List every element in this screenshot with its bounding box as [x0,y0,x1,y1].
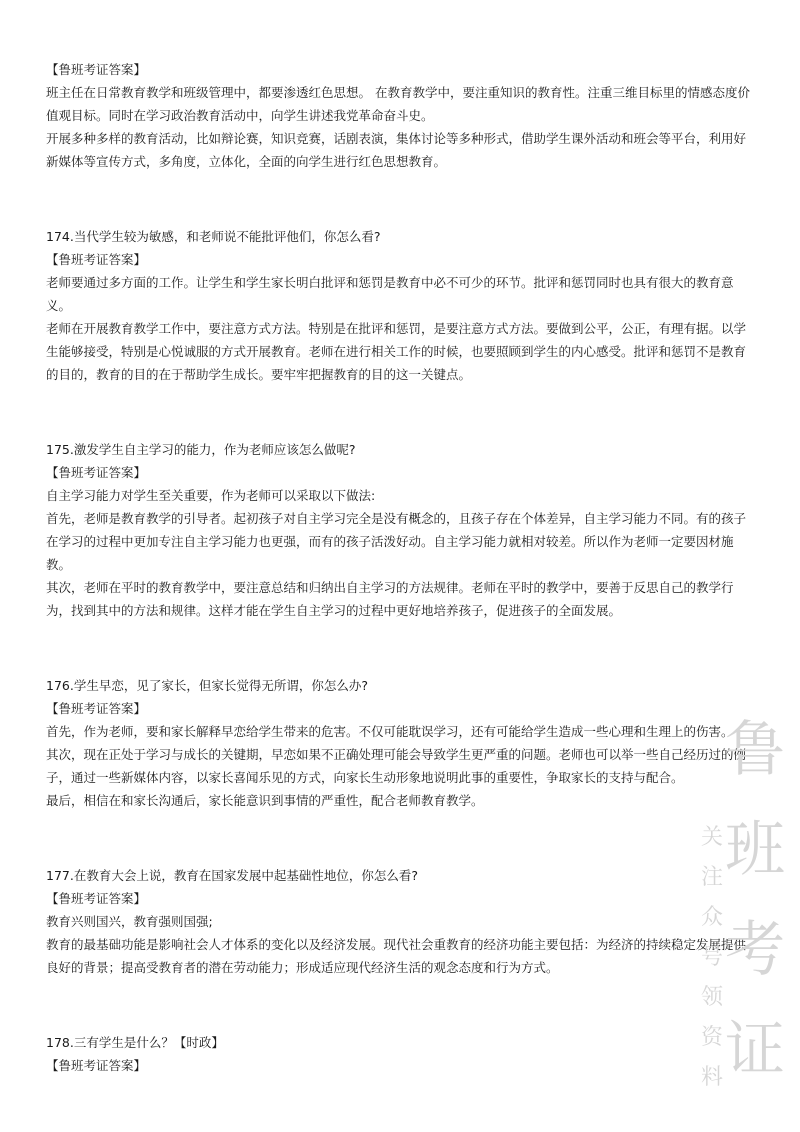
watermark-char: 资 [700,1025,723,1050]
question-text: 175.激发学生自主学习的能力，作为老师应该怎么做呢? [46,442,356,457]
watermark-char: 证 [725,1015,785,1085]
watermark-char: 注 [700,865,723,890]
answer-paragraph: 首先，老师是教育教学的引导者。起初孩子对自主学习完全是没有概念的，且孩子存在个体差异，自主学习能力不同。有的孩子在学习的过程中更加专注自主学习能力也更强，而有的孩子活泼好动。自主学习能力就相对较差。所以作为老师一定要因材施教。 [46,511,747,572]
answer-label: 【鲁班考证答案】 [46,1058,147,1073]
section-gap [46,173,758,225]
section-gap [46,386,758,438]
question-text: 177.在教育大会上说，教育在国家发展中起基础性地位，你怎么看? [46,868,418,883]
watermark-char: 号 [700,945,723,970]
watermark-char: 料 [700,1065,723,1090]
watermark-char: 众 [700,905,723,930]
answer-label: 【鲁班考证答案】 [46,701,147,716]
answer-paragraph: 班主任在日常教育教学和班级管理中，都要渗透红色思想。 在教育教学中，要注重知识的教育性。注重三维目标里的情感态度价值观目标。同时在学习政治教育活动中，向学生讲述我党革命奋斗史。 [46,85,750,123]
document-body [46,58,758,1077]
question-text: 176.学生早恋，见了家长，但家长觉得无所谓，你怎么办? [46,678,368,693]
watermark-char: 关 [700,825,723,850]
answer-paragraph: 老师要通过多方面的工作。让学生和学生家长明白批评和惩罚是教育中必不可少的环节。批评和惩罚同时也具有很大的教育意义。 [46,275,734,313]
qa-section [46,58,758,173]
answer-label: 【鲁班考证答案】 [46,891,147,906]
answer-paragraph: 教育的最基础功能是影响社会人才体系的变化以及经济发展。现代社会重教育的经济功能主要包括：为经济的持续稳定发展提供良好的背景；提高受教育者的潜在劳动能力；形成适应现代经济生活的观念态度和行为方式。 [46,937,747,975]
answer-paragraph: 教育兴则国兴，教育强则国强; [46,914,213,929]
qa-section [46,674,758,812]
answer-paragraph: 其次，现在正处于学习与成长的关键期，早恋如果不正确处理可能会导致学生更严重的问题。老师也可以举一些自己经历过的例子，通过一些新媒体内容，以家长喜闻乐见的方式，向家长生动形象地说明此事的重要性，争取家长的支持与配合。 [46,747,747,785]
answer-paragraph: 最后，相信在和家长沟通后，家长能意识到事情的严重性，配合老师教育教学。 [46,793,484,808]
qa-section [46,225,758,386]
watermark-char: 领 [700,985,723,1010]
answer-paragraph: 开展多种多样的教育活动，比如辩论赛，知识竞赛，话剧表演，集体讨论等多种形式，借助学生课外活动和班会等平台，利用好新媒体等宣传方式，多角度，立体化，全面的向学生进行红色思想教育。 [46,131,747,169]
qa-section [46,438,758,622]
question-text: 174.当代学生较为敏感，和老师说不能批评他们，你怎么看? [46,229,381,244]
section-gap [46,812,758,864]
answer-paragraph: 老师在开展教育教学工作中，要注意方式方法。特别是在批评和惩罚，是要注意方式方法。要做到公平，公正，有理有据。以学生能够接受，特别是心悦诚服的方式开展教育。老师在进行相关工作的时候，也要照顾到学生的内心感受。批评和惩罚不是教育的目的，教育的目的在于帮助学生成长。要牢牢把握教育的目的这一关键点。 [46,321,747,382]
watermark-char: 班 [725,815,785,885]
section-gap [46,622,758,674]
qa-section [46,1031,758,1077]
qa-section [46,864,758,979]
watermark-char: 考 [725,915,785,985]
answer-label: 【鲁班考证答案】 [46,465,147,480]
section-gap [46,979,758,1031]
answer-label: 【鲁班考证答案】 [46,62,147,77]
answer-paragraph: 其次，老师在平时的教育教学中，要注意总结和归纳出自主学习的方法规律。老师在平时的教学中，要善于反思自己的教学行为，找到其中的方法和规律。这样才能在学生自主学习的过程中更好地培养孩子，促进孩子的全面发展。 [46,580,734,618]
question-text: 178.三有学生是什么？【时政】 [46,1035,224,1050]
watermark-char: 鲁 [725,715,785,785]
answer-paragraph: 首先，作为老师，要和家长解释早恋给学生带来的危害。不仅可能耽误学习，还有可能给学生造成一些心理和生理上的伤害。 [46,724,734,739]
answer-paragraph: 自主学习能力对学生至关重要，作为老师可以采取以下做法: [46,488,376,503]
answer-label: 【鲁班考证答案】 [46,252,147,267]
